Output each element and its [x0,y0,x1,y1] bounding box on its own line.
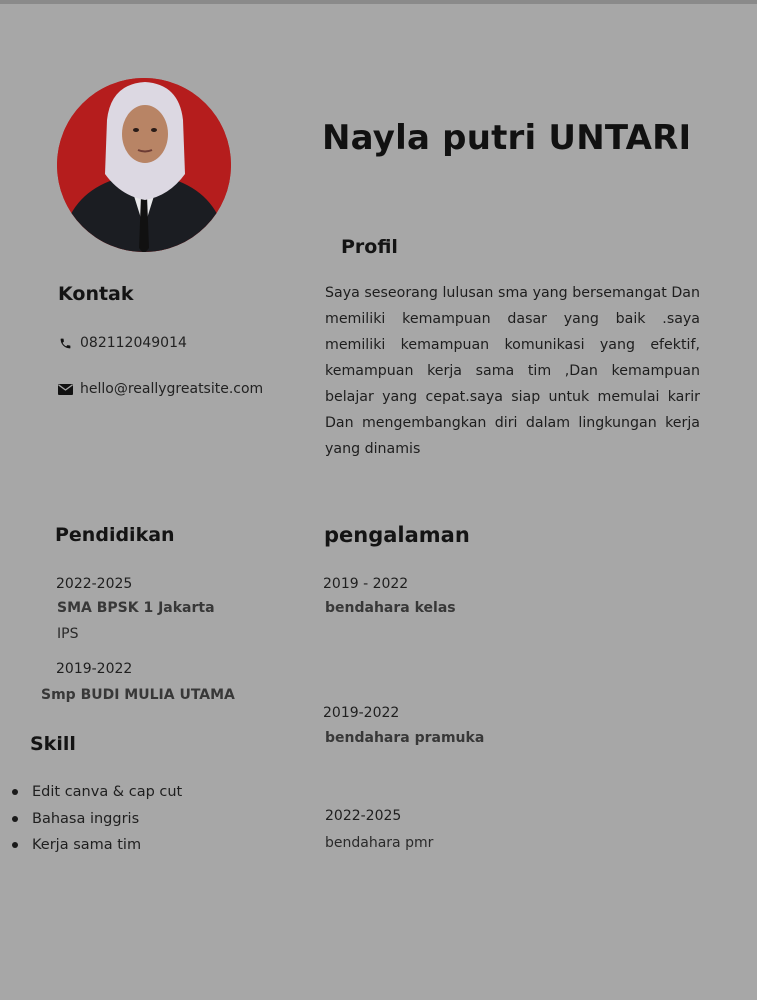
contact-email [57,381,263,397]
skill-list [10,779,182,859]
education-major: IPS [57,626,79,642]
education-school: Smp BUDI MULIA UTAMA [41,687,235,703]
experience-years: 2022-2025 [325,808,402,824]
bullet-icon [12,816,18,822]
section-title-pengalaman: pengalaman [324,523,470,547]
skill-item: Bahasa inggris [10,806,182,833]
section-title-skill: Skill [30,733,76,755]
section-title-profil: Profil [341,236,398,258]
bullet-icon [12,842,18,848]
phone-icon [57,336,73,350]
phone-number: 082112049014 [80,335,187,351]
mail-icon [57,382,73,396]
section-title-kontak: Kontak [58,283,134,305]
profil-text: Saya seseorang lulusan sma yang bersemangat Dan memiliki kemampuan dasar yang baik .saya memiliki kemampuan komunikasi yang efektif, kemampuan kerja sama tim ,Dan kemampuan belajar yang cepat.saya siap untuk memulai karir Dan mengembangkan diri dalam lingkungan kerja yang dinamis [325,285,700,457]
bullet-icon [12,789,18,795]
education-years: 2022-2025 [56,576,133,592]
person-photo-icon [57,78,231,252]
experience-role: bendahara pramuka [325,730,485,746]
skill-item: Edit canva & cap cut [10,779,182,806]
experience-role: bendahara pmr [325,835,434,851]
profile-photo [57,78,231,252]
education-years: 2019-2022 [56,661,133,677]
education-school: SMA BPSK 1 Jakarta [57,600,215,616]
person-name: Nayla putri UNTARI [322,118,692,158]
experience-role: bendahara kelas [325,600,456,616]
skill-item: Kerja sama tim [10,832,182,859]
experience-years: 2019 - 2022 [323,576,409,592]
section-title-pendidikan: Pendidikan [55,524,175,546]
email-address: hello@reallygreatsite.com [80,381,264,397]
top-edge [0,0,757,4]
experience-years: 2019-2022 [323,705,400,721]
contact-phone [57,335,187,351]
